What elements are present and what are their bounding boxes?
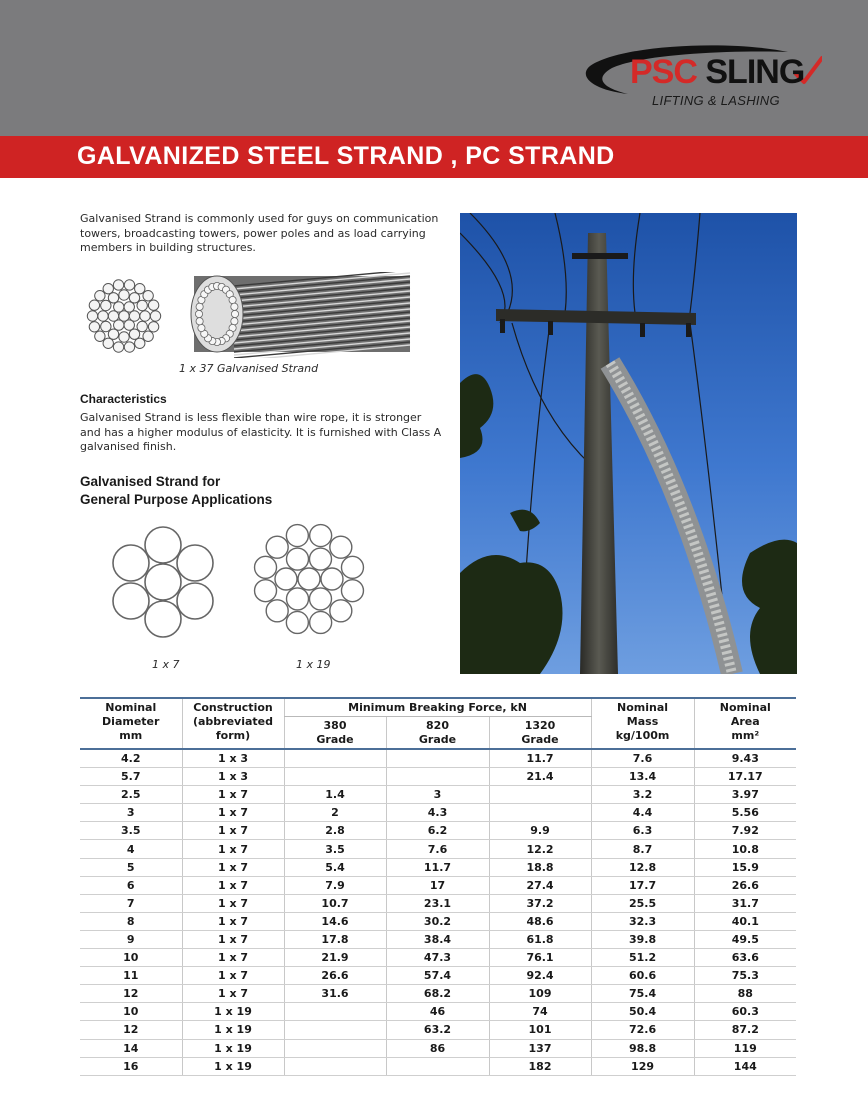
- cell-grade-1320: 18.8: [489, 858, 591, 876]
- cell-grade-1320: 9.9: [489, 822, 591, 840]
- cell-area: 9.43: [694, 749, 796, 768]
- cell-mass: 7.6: [591, 749, 694, 768]
- characteristics-heading: Characteristics: [80, 392, 167, 406]
- cell-mass: 25.5: [591, 894, 694, 912]
- cell-mass: 129: [591, 1057, 694, 1075]
- cell-diameter: 3: [80, 804, 182, 822]
- table-row: [80, 1021, 796, 1039]
- cell-diameter: 5: [80, 858, 182, 876]
- cell-grade-820: 17: [386, 876, 489, 894]
- cell-area: 3.97: [694, 786, 796, 804]
- cell-grade-380: [284, 1039, 386, 1057]
- cell-area: 87.2: [694, 1021, 796, 1039]
- cell-mass: 60.6: [591, 967, 694, 985]
- cell-grade-820: 46: [386, 1003, 489, 1021]
- cell-area: 75.3: [694, 967, 796, 985]
- cell-grade-820: 30.2: [386, 912, 489, 930]
- logo-psc: PSC: [630, 53, 697, 91]
- cell-mass: 51.2: [591, 949, 694, 967]
- cell-diameter: 5.7: [80, 768, 182, 786]
- cell-construction: 1 x 19: [182, 1039, 284, 1057]
- cell-grade-820: 47.3: [386, 949, 489, 967]
- cell-grade-820: 11.7: [386, 858, 489, 876]
- cell-diameter: 9: [80, 930, 182, 948]
- cell-grade-380: [284, 749, 386, 768]
- cell-grade-380: 14.6: [284, 912, 386, 930]
- cell-diameter: 4.2: [80, 749, 182, 768]
- cell-diameter: 14: [80, 1039, 182, 1057]
- table-row: [80, 949, 796, 967]
- cell-diameter: 7: [80, 894, 182, 912]
- header-nominal-area: Nominal Area mm²: [694, 698, 796, 749]
- table-row: [80, 786, 796, 804]
- cell-grade-380: [284, 1057, 386, 1075]
- cell-construction: 1 x 7: [182, 804, 284, 822]
- cell-construction: 1 x 7: [182, 876, 284, 894]
- cell-grade-820: 63.2: [386, 1021, 489, 1039]
- cell-grade-1320: 61.8: [489, 930, 591, 948]
- cell-grade-380: 5.4: [284, 858, 386, 876]
- table-row: [80, 876, 796, 894]
- table-row: [80, 912, 796, 930]
- strand-cross-section-icon: [87, 280, 160, 352]
- page-header: [0, 0, 868, 136]
- general-purpose-heading: [80, 473, 272, 509]
- cell-grade-380: 31.6: [284, 985, 386, 1003]
- strand-image-caption: 1 x 37 Galvanised Strand: [179, 362, 319, 375]
- table-row: [80, 840, 796, 858]
- intro-line: members in building structures.: [80, 241, 256, 254]
- characteristics-line: and has a higher modulus of elasticity. It is furnished with Class A: [80, 425, 442, 439]
- general-purpose-heading-line: General Purpose Applications: [80, 492, 273, 507]
- cell-grade-1320: 109: [489, 985, 591, 1003]
- cell-grade-1320: 48.6: [489, 912, 591, 930]
- cell-grade-380: 7.9: [284, 876, 386, 894]
- cell-grade-380: 21.9: [284, 949, 386, 967]
- table-row: [80, 1039, 796, 1057]
- table-row: [80, 930, 796, 948]
- cell-diameter: 4: [80, 840, 182, 858]
- cell-diameter: 8: [80, 912, 182, 930]
- cell-grade-380: 2: [284, 804, 386, 822]
- cell-grade-1320: [489, 804, 591, 822]
- cell-construction: 1 x 3: [182, 768, 284, 786]
- diagram-caption-1x7: 1 x 7: [152, 658, 180, 671]
- cell-construction: 1 x 19: [182, 1021, 284, 1039]
- cell-diameter: 3.5: [80, 822, 182, 840]
- cell-grade-380: 10.7: [284, 894, 386, 912]
- title-banner: [0, 136, 868, 178]
- cell-area: 63.6: [694, 949, 796, 967]
- cell-grade-820: 7.6: [386, 840, 489, 858]
- table-row: [80, 985, 796, 1003]
- cell-construction: 1 x 19: [182, 1003, 284, 1021]
- table-row: [80, 822, 796, 840]
- cell-construction: 1 x 7: [182, 985, 284, 1003]
- table-body: [80, 749, 796, 1075]
- cell-grade-1320: 137: [489, 1039, 591, 1057]
- cell-area: 10.8: [694, 840, 796, 858]
- cell-mass: 32.3: [591, 912, 694, 930]
- table-row: [80, 894, 796, 912]
- header-grade-380: 380 Grade: [284, 717, 386, 750]
- intro-line: Galvanised Strand is commonly used for guys on communication: [80, 212, 439, 225]
- cell-grade-820: [386, 749, 489, 768]
- diagram-caption-1x19: 1 x 19: [296, 658, 331, 671]
- cell-mass: 72.6: [591, 1021, 694, 1039]
- cell-grade-380: 26.6: [284, 967, 386, 985]
- cell-construction: 1 x 7: [182, 786, 284, 804]
- cell-grade-820: [386, 768, 489, 786]
- logo-sling: SLING: [705, 53, 805, 91]
- cell-diameter: 10: [80, 949, 182, 967]
- strand-specification-table: [80, 697, 796, 1076]
- cell-grade-820: 57.4: [386, 967, 489, 985]
- header-grade-820: 820 Grade: [386, 717, 489, 750]
- cell-area: 7.92: [694, 822, 796, 840]
- cell-diameter: 16: [80, 1057, 182, 1075]
- table-row: [80, 804, 796, 822]
- cell-construction: 1 x 7: [182, 858, 284, 876]
- cell-area: 40.1: [694, 912, 796, 930]
- cell-grade-1320: 74: [489, 1003, 591, 1021]
- table-row: [80, 967, 796, 985]
- cell-mass: 98.8: [591, 1039, 694, 1057]
- cell-grade-1320: 12.2: [489, 840, 591, 858]
- utility-pole-photo: [460, 213, 797, 674]
- header-construction: Construction (abbreviated form): [182, 698, 284, 749]
- strand-1x7-diagram: [100, 516, 226, 648]
- cell-grade-820: 68.2: [386, 985, 489, 1003]
- page-title: GALVANIZED STEEL STRAND , PC STRAND: [77, 142, 615, 170]
- cell-grade-1320: 182: [489, 1057, 591, 1075]
- table-row: [80, 1057, 796, 1075]
- cell-grade-380: 3.5: [284, 840, 386, 858]
- cell-grade-380: 2.8: [284, 822, 386, 840]
- cell-construction: 1 x 7: [182, 949, 284, 967]
- characteristics-line: galvanised finish.: [80, 440, 177, 453]
- cell-area: 60.3: [694, 1003, 796, 1021]
- cell-mass: 12.8: [591, 858, 694, 876]
- header-nominal-diameter: Nominal Diameter mm: [80, 698, 182, 749]
- cell-grade-820: 6.2: [386, 822, 489, 840]
- psc-sling-logo: [582, 44, 822, 114]
- cell-area: 88: [694, 985, 796, 1003]
- cell-mass: 50.4: [591, 1003, 694, 1021]
- cell-diameter: 2.5: [80, 786, 182, 804]
- cell-grade-820: [386, 1057, 489, 1075]
- table-row: [80, 768, 796, 786]
- table-row: [80, 858, 796, 876]
- strand-1x37-image: [84, 272, 414, 358]
- cell-grade-380: 1.4: [284, 786, 386, 804]
- general-purpose-heading-line: Galvanised Strand for: [80, 474, 221, 489]
- cell-mass: 4.4: [591, 804, 694, 822]
- cell-construction: 1 x 7: [182, 967, 284, 985]
- cell-construction: 1 x 19: [182, 1057, 284, 1075]
- cell-grade-1320: 21.4: [489, 768, 591, 786]
- cell-grade-1320: 27.4: [489, 876, 591, 894]
- table-row: [80, 1003, 796, 1021]
- cell-construction: 1 x 7: [182, 894, 284, 912]
- cell-construction: 1 x 7: [182, 822, 284, 840]
- cell-grade-1320: 37.2: [489, 894, 591, 912]
- cell-grade-820: 4.3: [386, 804, 489, 822]
- cell-grade-1320: 76.1: [489, 949, 591, 967]
- cell-construction: 1 x 7: [182, 840, 284, 858]
- cell-mass: 6.3: [591, 822, 694, 840]
- cell-area: 144: [694, 1057, 796, 1075]
- cell-area: 5.56: [694, 804, 796, 822]
- cell-diameter: 12: [80, 985, 182, 1003]
- cell-area: 15.9: [694, 858, 796, 876]
- cell-construction: 1 x 3: [182, 749, 284, 768]
- header-minimum-breaking-force: Minimum Breaking Force, kN: [284, 698, 591, 717]
- intro-paragraph: [80, 212, 438, 256]
- cell-grade-1320: 101: [489, 1021, 591, 1039]
- cell-mass: 75.4: [591, 985, 694, 1003]
- cell-diameter: 10: [80, 1003, 182, 1021]
- strand-1x19-diagram: [244, 514, 374, 644]
- cell-construction: 1 x 7: [182, 930, 284, 948]
- cell-mass: 3.2: [591, 786, 694, 804]
- cell-grade-820: 3: [386, 786, 489, 804]
- cell-grade-380: 17.8: [284, 930, 386, 948]
- cell-grade-820: 86: [386, 1039, 489, 1057]
- cell-grade-380: [284, 1003, 386, 1021]
- cell-mass: 39.8: [591, 930, 694, 948]
- strand-side-view-icon: [191, 272, 410, 358]
- logo-wordmark: [630, 54, 804, 90]
- cell-diameter: 12: [80, 1021, 182, 1039]
- cell-mass: 17.7: [591, 876, 694, 894]
- cell-grade-1320: 11.7: [489, 749, 591, 768]
- header-nominal-mass: Nominal Mass kg/100m: [591, 698, 694, 749]
- table-row: [80, 749, 796, 768]
- cell-grade-380: [284, 1021, 386, 1039]
- cell-area: 119: [694, 1039, 796, 1057]
- cell-mass: 13.4: [591, 768, 694, 786]
- cell-diameter: 6: [80, 876, 182, 894]
- characteristics-paragraph: [80, 411, 441, 455]
- intro-line: towers, broadcasting towers, power poles and as load carrying: [80, 226, 426, 240]
- cell-area: 26.6: [694, 876, 796, 894]
- cell-grade-820: 38.4: [386, 930, 489, 948]
- cell-area: 31.7: [694, 894, 796, 912]
- characteristics-line: Galvanised Strand is less flexible than wire rope, it is stronger: [80, 411, 422, 424]
- cell-area: 17.17: [694, 768, 796, 786]
- cell-construction: 1 x 7: [182, 912, 284, 930]
- cell-grade-380: [284, 768, 386, 786]
- cell-grade-1320: 92.4: [489, 967, 591, 985]
- logo-tagline: LIFTING & LASHING: [652, 93, 780, 108]
- cell-mass: 8.7: [591, 840, 694, 858]
- header-grade-1320: 1320 Grade: [489, 717, 591, 750]
- cell-grade-820: 23.1: [386, 894, 489, 912]
- cell-grade-1320: [489, 786, 591, 804]
- cell-area: 49.5: [694, 930, 796, 948]
- cell-diameter: 11: [80, 967, 182, 985]
